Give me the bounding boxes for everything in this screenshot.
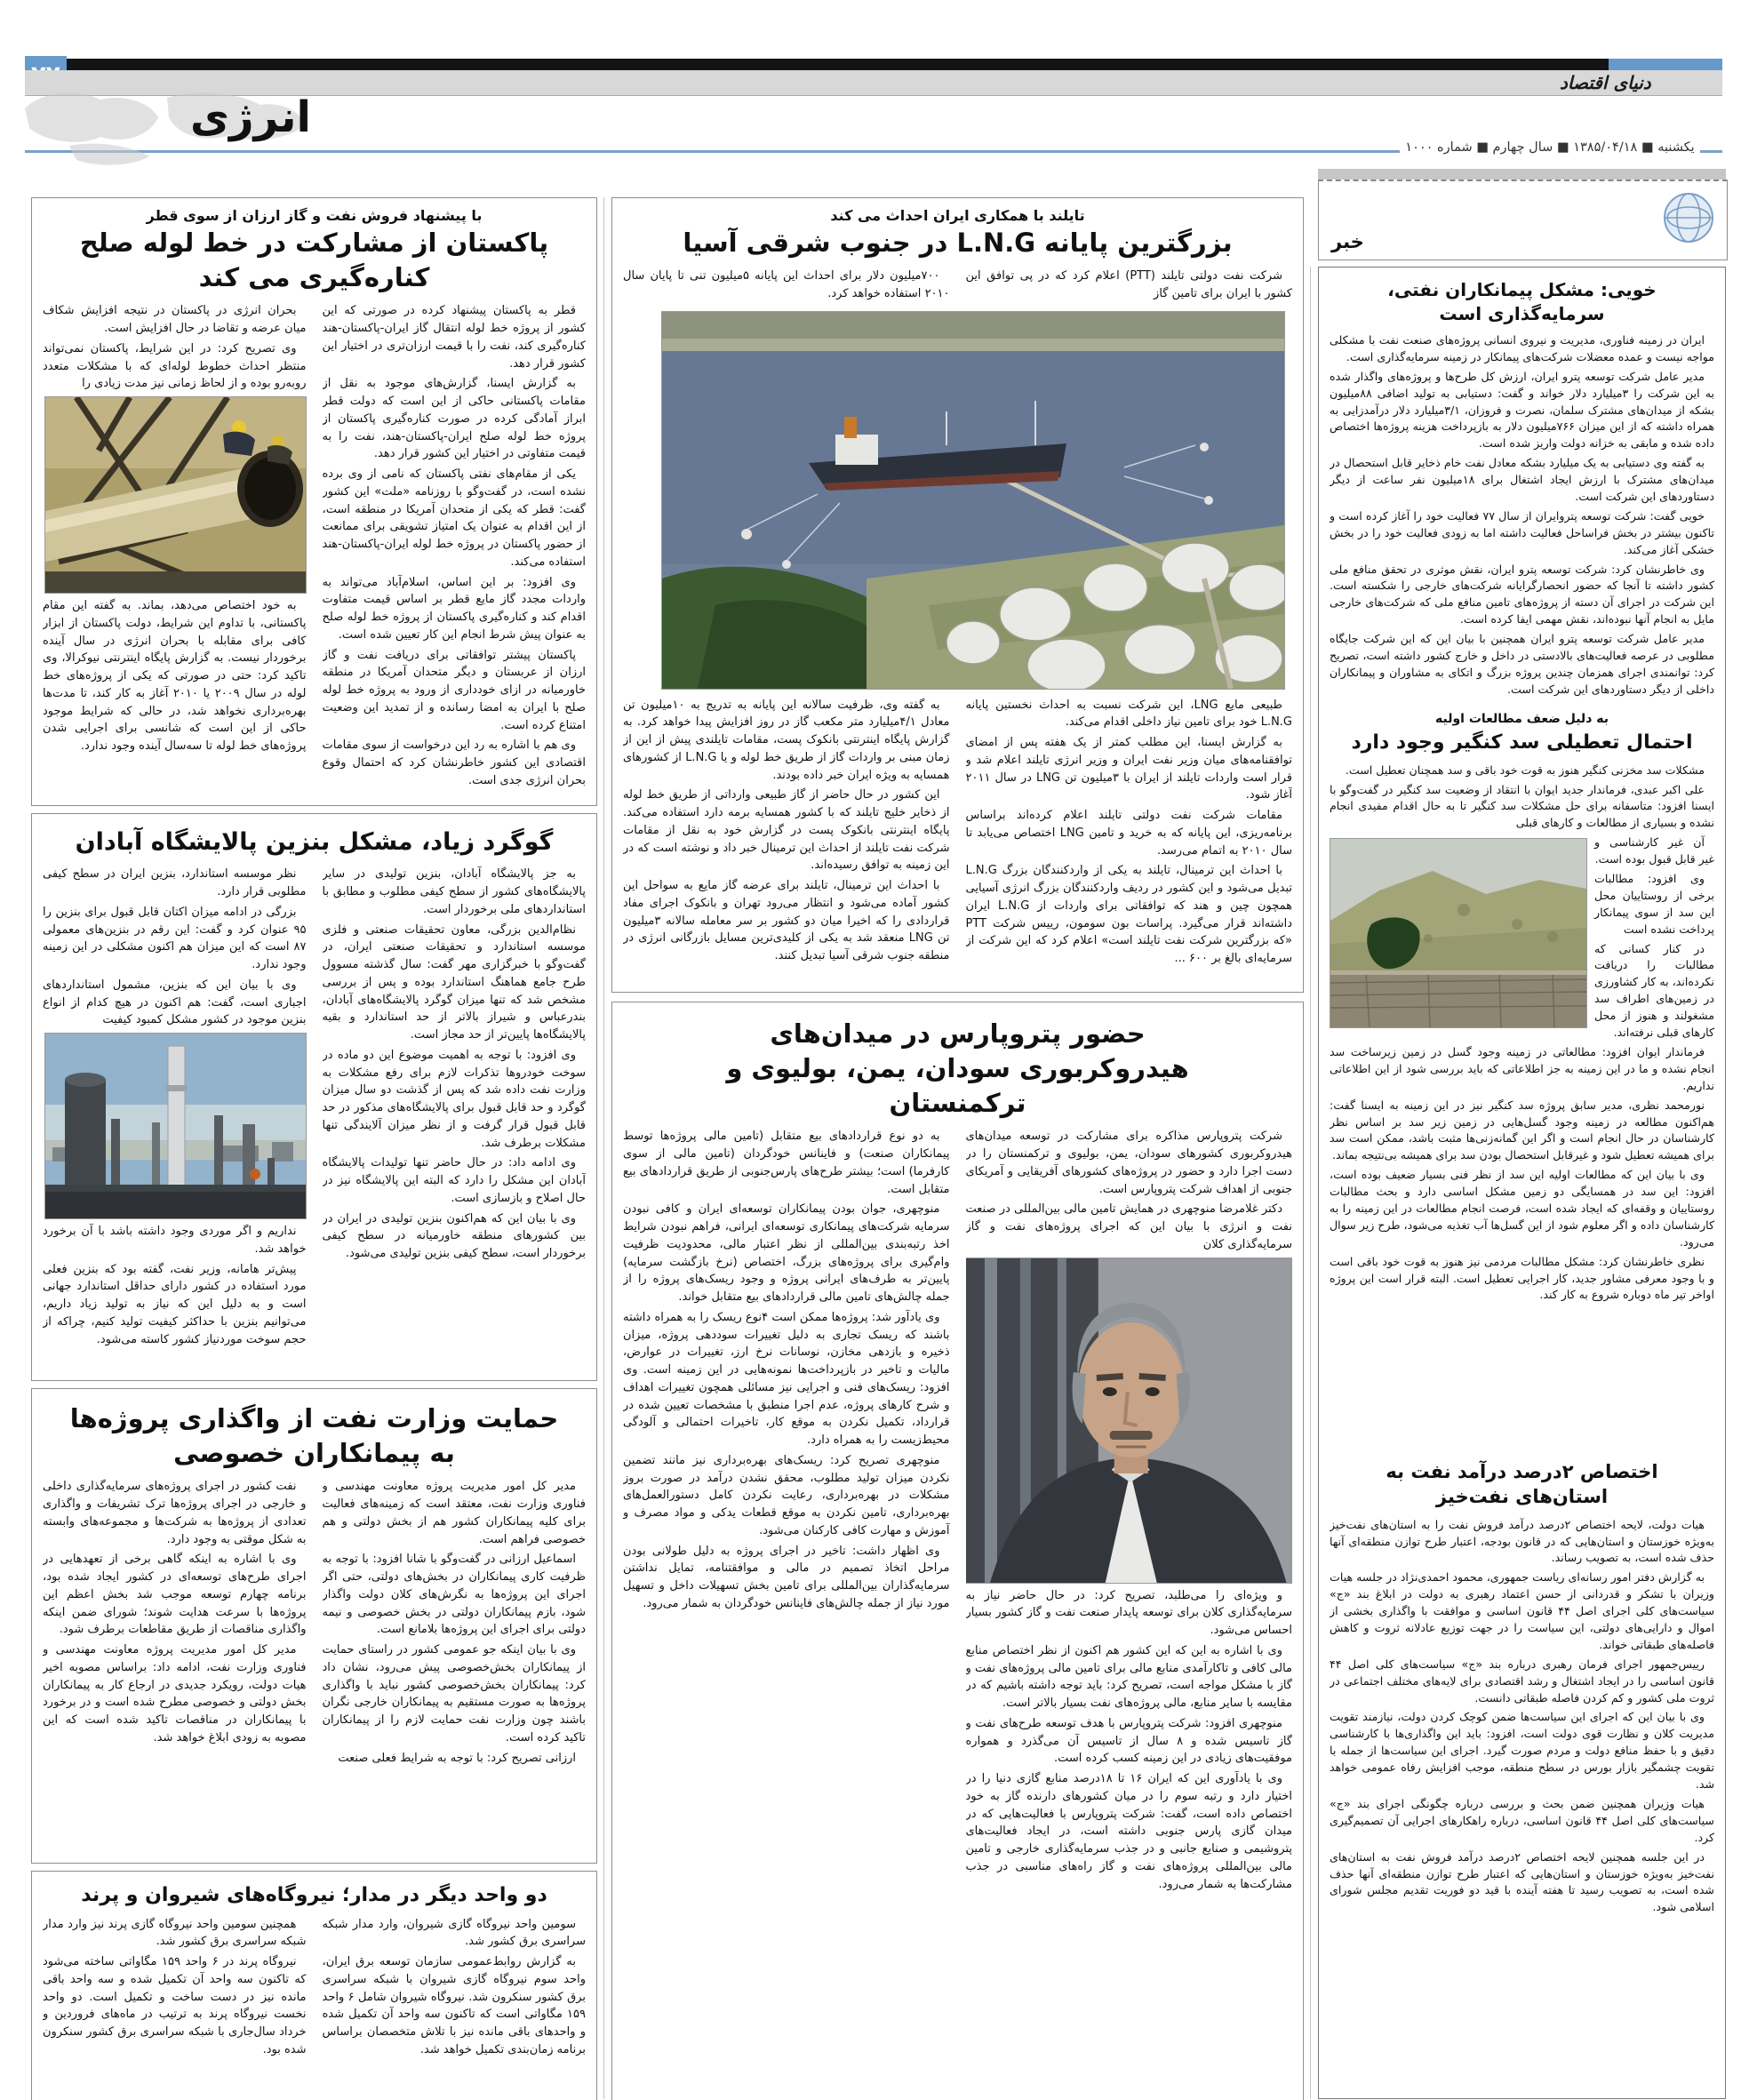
paragraph: نظر موسسه استاندارد، بنزین ایران در سطح کیفی مطلوبی قرار دارد. [43,867,307,899]
paragraph: به گزارش ایسنا، این مطلب کمتر از یک هفته پس از امضای توافقنامه‌های میان وزیر نفت ایران و وزیر انرژی تایلند اعلام شد و قرار است واردات تایلند از ایران با ۳میلیون تن LNG در سال ۲۰۱۱ آغاز شود. [965,736,1292,802]
paragraph: سومین واحد نیروگاه گازی شیروان، وارد مدار شبکه سراسری برق کشور شد. [322,1917,586,1949]
refinery-photo [44,1033,307,1219]
globe-icon [1661,190,1716,249]
paragraph: وی یادآور شد: پروژه‌ها ممکن است ۴نوع ریسک را به همراه داشته باشند که ریسک تجاری به دلیل تغییرات سوددهی پروژه، میزان ذخیره و بازدهی مخازن، نوسانات نرخ ارز، تغییرات در عوارض، مالیات و تاخیر در بازپرداخت‌ها نمونه‌هایی در این زمینه است. وی افزود: ریسک‌های فنی و اجرایی نیز مسائلی همچون تغییرات اهداف و شرح کارهای پروژه، عدم اجرا منطبق با مشخصات تعیین شده در قرارداد، تکمیل نکردن به موقع کار، تاخیرات احتمالی و آلودگی محیط‌زیست را به همراه دارد. [623,1310,950,1448]
dam-photo [1330,838,1587,1028]
news-header-strip [1318,169,1726,180]
article-headline: دو واحد دیگر در مدار؛ نیروگاه‌های شیروان و پرند [81,1884,547,1906]
paragraph: نظری خاطرنشان کرد: مشکل مطالبات مردمی نیز هنوز به قوت خود باقی است و با وجود معرفی مشاور جدید، کار اجرایی تعطیل است. البته قرار است این پروژه اواخر تیر ماه دوباره شروع به کار کند. [1330,1254,1714,1302]
paragraph: به خود اختصاص می‌دهد، بماند. به گفته این مقام پاکستانی، با تداوم این شرایط، دولت پاکستان از ابزار کافی برای مقابله با بحران انرژی در سال آینده برخوردار نیست. به گزارش پایگاه اینترنتی نیوکرالا، وی تاکید کرد: حتی در صورتی که یکی از پروژه‌های خط لوله در سال ۲۰۰۹ یا ۲۰۱۰ آغاز به کار کند، تا مدت‌ها بهره‌برداری نخواهد شد، در حالی که شرایط موجود حاکی از این است که شانسی برای اجرایی شدن پروژه‌های خط لوله تا سه‌سال آینده وجود ندارد. [43,599,307,754]
paragraph: این کشور در حال حاضر از گاز طبیعی وارداتی از طریق خط لوله از ذخایر خلیج تایلند که با کشور همسایه برمه دارد استفاده می‌کند. پایگاه اینترنتی بانکوک پست در گزارش خود به نقل از مقامات شرکت نفت تایلند از احداث این ترمینال خبر داد و نوشته است که در این زمینه به توافق رسیده‌اند. [623,788,950,873]
paragraph: به گزارش دفتر امور رسانه‌ای ریاست جمهوری، محمود احمدی‌نژاد در جلسه هیات وزیران با تشکر و قدردانی از حسن اعتماد رهبری به دولت در ابلاغ بند «ج» سیاست‌های کلی اجرای اصل ۴۴ قانون اساسی و موافقت با واگذاری بخشی از اموال و دارایی‌های دولتی، این سیاست را در جهت توزیع عادلانه ثروت و کاهش فاصله‌های طبقاتی خواند. [1330,1570,1714,1651]
paragraph: وی افزود: با توجه به اهمیت موضوع این دو ماده در سوخت خودروها تذکرات لازم برای رفع مشکلات به وزارت نفت داده شد که پس از گذشت دو سال میزان گوگرد و حد قابل قبول برای پالایشگاه‌های مذکور در حد قابل قبول قرار گرفت و از نظر میزان آلایندگی تنها مشکلات برطرف شد. [322,1048,586,1150]
paragraph: در کنار کسانی که مطالبات را دریافت نکرده‌اند، به کار کشاورزی در زمین‌های اطراف سد مشغولند و هنوز از محل کارهای قبلی نرفته‌اند. [1594,941,1714,1040]
paragraph: هیات دولت، لایحه اختصاص ۲درصد درآمد فروش نفت را به استان‌های نفت‌خیز به‌ویژه خوزستان و استان‌هایی که در قانون بودجه، اعتبار طرح توازن منطقه‌ای آنها حذف شده است، به تصویب رساند. [1330,1517,1714,1565]
column-divider [603,197,604,2099]
paragraph: فرماندار ایوان افزود: مطالعاتی در زمینه وجود گسل در زمین زیرساخت سد انجام نشده و ما در این زمینه به جز اطلاعاتی که باید بررسی شود از این اطلاعاتی نداریم. [1330,1044,1714,1092]
paragraph: وی خاطرنشان کرد: شرکت توسعه پترو ایران، نقش موثری در تحقق منافع ملی کشور داشته تا آنجا که حضور انحصارگرایانه شرکت‌های خارجی را شکسته است. این شرکت در اجرای آن دسته از پروژه‌های تامین منافع ملی که شرکت‌های خارجی مایل به انجام آنها نبوده‌اند، نقش مهمی ایفا کرده است. [1330,562,1714,627]
news-headline: احتمال تعطیلی سد کنگیر وجود دارد [1351,731,1693,754]
paragraph: وی با بیان این که مطالعات اولیه این سد از نظر فنی بسیار ضعیف بوده است، افزود: این سد در همسایگی دو زمین مشکل اساسی دارد و بحث مطالبات روستاییان و وقفه‌ای که ایجاد شده است، فرصت انجام مطالعات در این زمینه را به کارشناسان داده و اگر معلوم شود از این گسل‌ها آب تغذیه می‌شود، طرح زیر سوال می‌رود. [1330,1168,1714,1249]
paragraph: منوچهری تصریح کرد: ریسک‌های بهره‌برداری نیز مانند تضمین نکردن میزان تولید مطلوب، محقق نشدن درآمد در صورت بروز مشکلات در بهره‌برداری، رعایت نکردن کامل دستورالعمل‌های بهره‌برداری، تامین نکردن به موقع قطعات یدکی و مواد مصرف و آموزش و مهارت کافی کارکنان می‌شود. [623,1453,950,1537]
article-headline: بزرگترین پایانه L.N.G در جنوب شرقی آسیا [683,228,1233,258]
newspaper-logo: دنیای اقتصاد [1560,72,1651,93]
paragraph: علی اکبر عبدی، فرماندار جدید ایوان با انتقاد از وضعیت سد کنگیر در گفت‌وگو با ایسنا افزود: متاسفانه برای حل مشکلات سد کنگیر تا به حال اقدام مفیدی انجام نشده و بسیاری از مطالعات و کارهای قبلی [1330,782,1714,830]
header-blue-segment [1609,59,1722,70]
article-pakistan [31,197,597,806]
text-column-left [43,302,307,758]
paragraph: وی با بیان این که هم‌اکنون بنزین تولیدی در ایران در بین کشورهای منطقه خاورمیانه در سطح کیفی برخوردار است، سطح کیفی بنزین تولیدی می‌شود. [322,1211,586,1261]
pipeline-photo [44,396,307,594]
paragraph: مدیر کل امور مدیریت پروژه معاونت مهندسی و فناوری وزارت نفت، ادامه داد: براساس مصوبه اخیر هیات دولت، رویکرد جدیدی در ارجاع کار به پیمانکاران بخش دولتی و خصوصی مطرح شده است و در برخورد با پیمانکاران در مناقصات تاکید شده است که این مصوبه به زودی ابلاغ خواهد شد. [43,1643,307,1745]
text-column-left [623,1128,950,1615]
article-headline: پاکستان از مشارکت در خط لوله صلح کناره‌گیری می کند [79,228,549,293]
paragraph: مدیر کل امور مدیریت پروژه معاونت مهندسی و فناوری وزارت نفت، معتقد است که زمینه‌های فعالیت برای کلیه پیمانکاران کشور هم از بخش دولتی و هم خصوصی فراهم است. [322,1480,586,1546]
text-column-right [323,866,587,1266]
text-column-right [323,1478,587,1769]
article-sulfur [31,813,597,1381]
paragraph: به جز پالایشگاه آبادان، بنزین تولیدی در سایر پالایشگاه‌های کشور از سطح کیفی مطلوب و مطابق با استانداردهای ملی برخوردار است. [322,867,586,916]
text-column-left [43,1916,307,2062]
article-petropars [611,1002,1304,2100]
article-headline: گوگرد زیاد، مشکل بنزین پالایشگاه آبادان [75,828,554,856]
article-headline: حمایت وزارت نفت از واگذاری پروژه‌ها به پیمانکاران خصوصی [69,1403,559,1469]
paragraph: ایران در زمینه فناوری، مدیریت و نیروی انسانی پروژه‌های صنعت نفت با مشکلی مواجه نیست و عمده معضلات شرکت‌های پیمانکار در زمینه سرمایه‌گذاری است. [1330,333,1714,363]
paragraph: یکی از مقام‌های نفتی پاکستان که نامی از وی برده نشده است، در گفت‌وگو با روزنامه «ملت» این کشور گفت: قطر که یکی از متحدان آمریکا در منطقه است، از این اقدام به عنوان یک امتیاز تشویقی برای ممانعت از حضور پاکستان در پروژه خط لوله ایران-پاکستان-هند استفاده می‌کند. [322,467,586,569]
news-column [1318,267,1726,2099]
header-black-bar [67,59,1609,70]
text-column-left [623,697,950,968]
paragraph: وی ادامه داد: در حال حاضر تنها تولیدات پالایشگاه آبادان این مشکل را دارد که البته این پالایشگاه نیز در حال اصلاح و بازسازی است. [322,1156,586,1205]
paragraph: پاکستان پیشتر توافقاتی برای دریافت نفت و گاز ارزان از عربستان و دیگر متحدان آمریکا در منطقه خاورمیانه در ازای خودداری از ورود به پروژه خط لوله صلح با ایران به امضا رسانده و از تمدید این وضعیت امتناع کرده است. [322,648,586,732]
paragraph: مدیر عامل شرکت توسعه پترو ایران، ارزش کل طرح‌ها و پروژه‌های واگذار شده به این شرکت را ۳میلیارد دلار خواند و گفت: دستیابی به تولید اضافی ۸۸میلیون بشکه از میدان‌های مشترک سلمان، نصرت و فروزان، ۳/۱میلیارد دلار درآمدزایی به همراه داشته که از این میزان ۷۶۶میلیون دلار به بازپرداخت هزینه پروژه‌ها اختصاص داده شده و مابقی به خزانه دولت واریز شده است. [1330,369,1714,451]
dateline: یکشنبه ■ ۱۳۸۵/۰۴/۱۸ ■ سال چهارم ■ شماره ۱۰۰۰ [1400,139,1700,156]
paragraph: وی با اشاره به این که این کشور هم اکنون از نظر اختصاص منابع مالی کافی و تاکارآمدی منابع مالی برای تامین مالی پروژه‌های نفت و گاز با مشکل مواجه است، تصریح کرد: باید توجه داشته باشیم که در مقایسه با سایر منابع، مالی پروژه‌های نفت بسیار بالاتر است. [965,1643,1292,1711]
paragraph: بزرگی در ادامه میزان اکتان قابل قبول برای بنزین را ۹۵ عنوان کرد و گفت: این رقم در بنزین‌های معمولی ۸۷ است که این میزان هم اکنون مشکلی در این زمینه وجود ندارد. [43,905,307,972]
paragraph: وی تصریح کرد: در این شرایط، پاکستان نمی‌تواند منتظر احداث خطوط لوله‌ای که با مشکلات متعدد روبه‌رو بوده و از لحاظ زمانی نیز مدت زیادی را [43,341,307,391]
paragraph: قطر به پاکستان پیشنهاد کرده در صورتی که این کشور از پروژه خط لوله انتقال گاز ایران-پاکستان-هند کناره‌گیری کند، نفت را با قیمت ارزان‌تری در اختیار این کشور قرار دهد. [322,304,586,371]
paragraph: با احداث این ترمینال، تایلند به یکی از واردکنندگان بزرگ L.N.G تبدیل می‌شود و این کشور در ردیف واردکنندگان بزرگ انرژی آسیایی همچون چین و هند که توافقاتی برای واردات از L.N.G ایران داشته‌اند قرار می‌گیرد. پراسات بون سومون، رییس شرکت PTT «که بزرگترین شرکت نفت تایلند است» اعلام کرد که این شرکت از سرمایه‌ای بالغ بر ۶۰۰ ... [965,864,1292,966]
paragraph: و ویژه‌ای را می‌طلبد، تصریح کرد: در حال حاضر نیاز به سرمایه‌گذاری کلان برای توسعه پایدار صنعت نفت و گاز کشور بسیار احساس می‌شود. [965,1588,1292,1638]
news-item-khoyi [1330,275,1714,703]
article-ministry [31,1388,597,1864]
paragraph: مقامات شرکت نفت دولتی تایلند اعلام کرده‌اند براساس برنامه‌ریزی، این پایانه که به خرید و تامین LNG اختصاص می‌یابد تا سال ۲۰۱۰ به اتمام می‌رسد. [965,809,1292,858]
paragraph: نورمحمد نظری، مدیر سابق پروژه سد کنگیر نیز در این زمینه به ایسنا گفت: هم‌اکنون مطالعه در زمینه وجود گسل‌هایی در زمین زیر سد بر اساس نظر کارشناسان در حال انجام است و اگر این گمانه‌زنی‌ها مثبت باشد، ممکن است سد برای همیشه تعطیل شود و غیرقابل استحصال بودن سد برای همیشه بی‌نتیجه بماند. [1330,1098,1714,1162]
paragraph: به دو نوع قراردادهای بیع متقابل (تامین مالی پروژه‌ها توسط پیمانکاران صنعت) و فاینانس خودگردان (تامین مالی از سوی کارفرما) است؛ بیشتر طرح‌های پارس‌جنوبی از طریق قراردادهای بیع متقابل است. [623,1130,950,1196]
news-headline: اختصاص ۲درصد درآمد نفت به استان‌های نفت‌خیز [1386,1461,1658,1508]
paragraph: دکتر غلامرضا منوچهری در همایش تامین مالی بین‌المللی در صنعت نفت و انرژی با بیان این که اجرای پروژه‌های نفت و گاز سرمایه‌گذاری کلان [965,1202,1292,1251]
column-divider [1310,267,1311,2099]
news-item-oil-revenue [1330,1454,1714,2076]
paragraph: وی با بیان این که اجرای این سیاست‌ها ضمن کوچک کردن دولت، نیازمند تقویت مدیریت کلان و نظارت قوی دولت است، افزود: باید این واگذاری‌ها با کارشناسی دقیق و با حفظ منافع دولت و مردم صورت گیرد. اجرای این سیاست‌ها از جمله با تقویت چشمگیر بازار بورس در سطح منطقه، موجب افزایش رفاه عمومی خواهد شد. [1330,1710,1714,1792]
paragraph: شرکت پتروپارس مذاکره برای مشارکت در توسعه میدان‌های هیدروکربوری کشورهای سودان، یمن، بولیوی و ترکمنستان را در دست اجرا دارد و حضور در پروژه‌های کشورهای آفریقایی و آمریکای جنوبی از اهداف شرکت پتروپارس است. [965,1130,1292,1196]
paragraph: بحران انرژی در پاکستان در نتیجه افزایش شکاف میان عرضه و تقاضا در حال افزایش است. [43,304,307,336]
paragraph: طبیعی مایع LNG، این شرکت نسبت به احداث نخستین پایانه L.N.G خود برای تامین نیاز داخلی اقدام می‌کند. [965,698,1292,730]
paragraph: به گزارش روابط‌عمومی سازمان توسعه برق ایران، واحد سوم نیروگاه گازی شیروان با شبکه سراسری برق کشور سنکرون شد. نیروگاه شیروان شامل ۶ واحد ۱۵۹ مگاواتی است که تاکنون سه واحد آن تکمیل شده و واحدهای باقی مانده نیز با تلاش متخصصان براساس برنامه زمان‌بندی تکمیل خواهد شد. [322,1955,586,2056]
news-headline: خویی: مشکل پیمانکاران نفتی، سرمایه‌گذاری است [1387,279,1657,324]
text-column-right [966,267,1293,306]
paragraph: به گزارش ایسنا، گزارش‌های موجود به نقل از مقامات پاکستانی حاکی از این است که دولت قطر ابراز آمادگی کرده در صورت کناره‌گیری پاکستان از پروژه خط لوله صلح ایران-پاکستان-هند، نفت را به قیمت متفاوتی در اختیار این کشور قرار دهد. [322,377,586,461]
text-column-right [966,1128,1293,1896]
paragraph: در این جلسه همچنین لایحه اختصاص ۲درصد درآمد فروش نفت به استان‌های نفت‌خیز به‌ویژه خوزستان و استان‌هایی که اعتبار طرح توازن منطقه‌ای آنها حذف شده است، به تصویب رسید تا هفته آینده با قید دو فوریت تقدیم مجلس شورای اسلامی شود. [1330,1849,1714,1914]
section-title: انرژی [190,92,311,142]
paragraph: به گفته وی دستیابی به یک میلیارد بشکه معادل نفت خام ذخایر قابل استحصال در میدان‌های مشترک با ارزش ایجاد اشتغال برای ۱۸میلیون نفر ساعت از دیگر دستاوردهای این شرکت است. [1330,456,1714,504]
text-column-left [43,866,307,1351]
article-kicker: تایلند با همکاری ایران احداث می کند [830,207,1085,224]
text-column-left [43,1478,307,1749]
portrait-photo [966,1258,1293,1584]
paragraph: وی افزود: بر این اساس، اسلام‌آباد می‌تواند به واردات مجدد گاز مایع قطر بر اساس قیمت متفاوت اقدام کند و کناره‌گیری پاکستان از پروژه خط لوله صلح به عنوان پیش شرط انجام این کار تعیین شده است. [322,575,586,642]
article-lng [611,197,1304,993]
paragraph: وی با بیان اینکه جو عمومی کشور در راستای حمایت از پیمانکاران بخش‌خصوصی پیش می‌رود، نشان داد کرد: پیمانکاران بخش‌خصوصی کشور نباید با واگذاری پروژه‌ها به صورت مستقیم به پیمانکاران خارجی نگران باشند چون وزارت نفت حمایت لازم را از پیمانکاران تاکید کرده است. [322,1643,586,1745]
paragraph: وی افزود: مطالبات برخی از روستاییان محل این سد از سوی پیمانکار پرداخت نشده است [1594,872,1714,936]
paragraph: پیش‌تر هامانه، وزیر نفت، گفته بود که بنزین فعلی مورد استفاده در کشور دارای حداقل استاندارد جهانی است و به دلیل این که نیاز به تولید زیاد داریم، می‌توانیم بنزین با حداکثر کیفیت تولید کنیم، چراکه از حجم سوخت موردنیاز کشور کاسته می‌شود. [43,1262,307,1346]
paragraph: وی با اشاره به اینکه گاهی برخی از تعهدهایی در اجرای طرح‌های توسعه‌ای در کشور ایجاد شده بود، برنامه چهارم توسعه موجب شد بخش اعظم این پروژه‌ها با سرعت هدایت شوند؛ شورای ضمن اینکه واگذاری مناقصات از طریق مقاطعات برطرف شود. [43,1553,307,1637]
article-powerplants [31,1871,597,2100]
text-column-right [323,302,587,792]
paragraph: اسماعیل ارزانی در گفت‌وگو با شانا افزود: با توجه به ظرفیت کاری پیمانکاران در بخش‌های دولتی، حتی اگر اجرای این پروژه‌ها به نگرش‌های کلان دولت واگذار شود، بازم پیمانکاران دولتی در بخش خصوصی و نیمه دولتی برای اجرای این پروژه‌ها بلامانع است. [322,1553,586,1637]
text-column-right [966,697,1293,970]
paragraph: رییس‌جمهور اجرای فرمان رهبری درباره بند «ج» سیاست‌های کلی اصل ۴۴ قانون اساسی را در ایجاد اشتغال و رشد اقتصادی برای لایه‌های مختلف اجتماعی در ثروت ملی کشور و کم کردن فاصله طبقاتی دانست. [1330,1657,1714,1705]
paragraph: نیروگاه پرند در ۶ واحد ۱۵۹ مگاواتی ساخته می‌شود که تاکنون سه واحد آن تکمیل شده و سه واحد باقی مانده نیز در دست ساخت و تکمیل است. دو واحد نخست نیروگاه پرند به ترتیب در ماه‌های فروردین و خرداد سال‌جاری با شبکه سراسری برق کشور سنکرون شده بود. [43,1955,307,2056]
article-kicker: با پیشنهاد فروش نفت و گاز ارزان از سوی قطر [146,207,483,224]
paragraph: نظام‌الدین بزرگی، معاون تحقیقات صنعتی و فلزی موسسه استاندارد و تحقیقات صنعتی ایران، در گفت‌وگو با خبرگزاری مهر گفت: سال گذشته مسوول طرح جامع هماهنگ استاندارد بوده و پس از بررسی مشخص شد که تنها میزان گوگرد پالایشگاه‌های آبادان، بندرعباس و شیراز بالاتر از حد استاندارد و بقیه پالایشگاه‌ها پایین‌تر از حد مجاز است. [322,922,586,1042]
paragraph: خویی گفت: شرکت توسعه پتروایران از سال ۷۷ فعالیت خود را آغاز کرده است و تاکنون بیشتر در بخش فراساحل فعالیت داشته اما به زودی فعالیت خود را در بخش خشکی آغاز می‌کند. [1330,508,1714,556]
paragraph: وی با بیان این که بنزین، مشمول استانداردهای اجباری است، گفت: هم اکنون در هیچ کدام از انواع بنزین موجود در کشور مشکل کمبود کیفیت [43,978,307,1027]
paragraph: نداریم و اگر موردی وجود داشته باشد با آن برخورد خواهد شد. [43,1225,307,1256]
lng-terminal-photo [661,311,1285,690]
paragraph: مدیر عامل شرکت توسعه پترو ایران همچنین با بیان این که این شرکت جایگاه مطلوبی در عرصه فعالیت‌های بالادستی در داخل و خارج کشور داشته است، تصریح کرد: توانمندی اجرای همزمان چندین پروژه بزرگ و اتکای به مشاوران و پیمانکاران داخلی از دیگر دستاوردهای این شرکت است. [1330,632,1714,696]
paragraph: شرکت نفت دولتی تایلند (PTT) اعلام کرد که در پی توافق این کشور با ایران برای تامین گاز [965,269,1292,300]
text-column-left [623,267,950,306]
paragraph: آن غیر کارشناسی و غیر قابل قبول بوده است. [1594,835,1714,866]
paragraph: منوچهری افزود: شرکت پتروپارس با هدف توسعه طرح‌های نفت و گاز تاسیس شده و ۸ سال از تاسیس آن می‌گذرد و همواره موفقیت‌های زیادی در این زمینه کسب کرده است. [965,1716,1292,1766]
article-headline: حضور پتروپارس در میدان‌های هیدروکربوری سودان، یمن، بولیوی و ترکمنستان [726,1018,1189,1119]
news-item-kangir-dam [1330,703,1714,1454]
paragraph: وی با یادآوری این که ایران ۱۶ تا ۱۸درصد منابع گازی دنیا را در اختیار دارد و رتبه سوم را در میان کشورهای دارنده گاز به خود اختصاص داده است، گفت: شرکت پتروپارس با فعالیت‌هایی که در میدان گازی پارس جنوبی داشته است، در ایجاد فعالیت‌های پتروشیمی و صنایع جانبی و در جذب سرمایه‌گذاری خارجی و تامین مالی بین‌المللی پروژه‌های نفت و گاز راه‌های مناسبی در جذب مشارکت‌ها به شمار می‌رود. [965,1772,1292,1891]
paragraph: به گفته وی، ظرفیت سالانه این پایانه به تدریج به ۱۰میلیون تن معادل ۴/۱میلیارد متر مکعب گاز در روز افزایش پیدا خواهد کرد. به گزارش پایگاه اینترنتی بانکوک پست، مقامات تایلندی پیش از این از زمان مبنی بر واردات گاز از طریق خط لوله و یا L.N.G از کشورهای همسایه به ویژه ایران خبر داده بودند. [623,698,950,782]
paragraph: وی هم با اشاره به رد این درخواست از سوی مقامات اقتصادی این کشور خاطرنشان کرد که احتمال وقوع بحران انرژی جدی است. [322,739,586,787]
paragraph: همچنین سومین واحد نیروگاه گازی پرند نیز وارد مدار شبکه سراسری برق کشور شد. [43,1917,307,1949]
news-kicker: به دلیل ضعف مطالعات اولیه [1434,712,1609,726]
paragraph: ارزانی تصریح کرد: با توجه به شرایط فعلی صنعت [338,1751,576,1765]
news-box-title: خبر [1331,231,1364,252]
text-column-right [323,1916,587,2062]
paragraph: مشکلات سد مخزنی کنگیر هنوز به قوت خود باقی و سد همچنان تعطیل است. [1345,763,1705,777]
paragraph: منوچهری، جوان بودن پیمانکاران توسعه‌ای ایران و کافی نبودن سرمایه شرکت‌های پیمانکاری توسعه‌ای ایرانی، فراهم نبودن شرایط اخذ رتبه‌بندی بین‌المللی از نظر اعتبار مالی، محدودیت ظرفیت وام‌گیری برای پروژه‌های بزرگ، اختصاص (نرخ بازگشت سرمایه) پایین‌تر به طرف‌های ایرانی پروژه و وجود ریسک‌های پروژه را از جمله چالش‌های تامین مالی قراردادهای بیع متقابل خواند. [623,1202,950,1305]
paragraph: با احداث این ترمینال، تایلند برای عرضه گاز مایع به سواحل این کشور آماده می‌شود و انتظار می‌رود تهران و بانکوک اجرای مفاد قراردادی را که اخیرا میان دو کشور بر سر معامله سالانه ۳میلیون تن LNG منعقد شد به یکی از کلیدی‌ترین مسایل بازرگانی انرژی در منطقه جنوب شرقی آسیا تبدیل کنند. [623,879,950,963]
news-header-box [1318,180,1728,260]
paragraph: هیات وزیران همچنین ضمن بحث و بررسی درباره چگونگی اجرای بند «ج» سیاست‌های کلی اصل ۴۴ قانون اساسی، درباره راهکارهای اجرایی آن تصمیم‌گیری کرد. [1330,1796,1714,1844]
paragraph: ۷۰۰میلیون دلار برای احداث این پایانه ۵میلیون تنی تا پایان سال ۲۰۱۰ استفاده خواهد کرد. [623,269,950,300]
paragraph: وی اظهار داشت: تاخیر در اجرای پروژه به دلیل طولانی بودن مراحل اتخاذ تصمیم در مالی و موافقتنامه، تمایل نداشتن سرمایه‌گذاران بین‌المللی برای تامین بخش تسهیلات داخل و تسهیل مورد نیاز از جمله چالش‌های فاینانس خودگردان به شمار می‌رود. [623,1544,950,1610]
paragraph: نفت کشور در اجرای پروژه‌های سرمایه‌گذاری داخلی و خارجی در اجرای پروژه‌ها ترک تشریفات و واگذاری تعدادی از پروژه‌ها به شرکت‌ها و مجموعه‌های وابسته به شکل موقتی به وجود دارد. [43,1480,307,1546]
